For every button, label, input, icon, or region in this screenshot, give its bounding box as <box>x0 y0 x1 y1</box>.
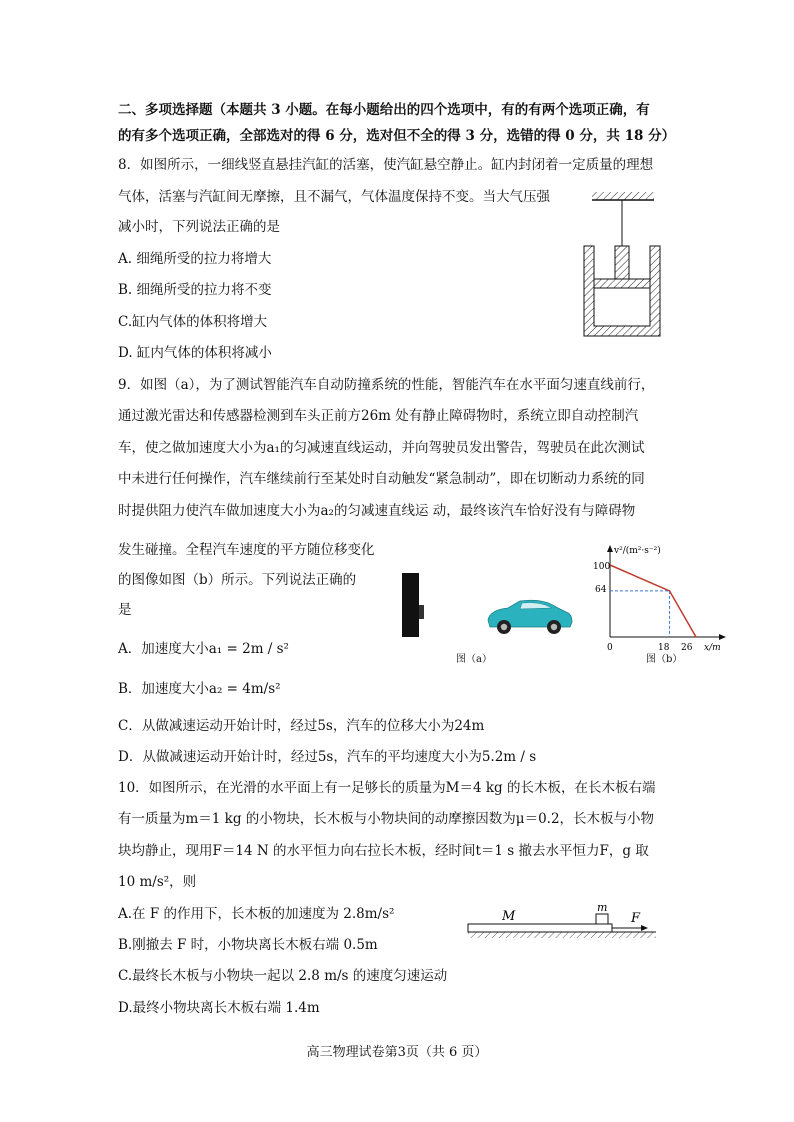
obstacle-wall <box>402 573 419 637</box>
section-title-line1: 二、多项选择题（本题共 3 小题。在每小题给出的四个选项中，有的有两个选项正确，有 <box>118 102 650 118</box>
q10-stem-line3: 块均静止，现用F＝14 N 的水平恒力向右拉长木板，经时间t＝1 s 撤去水平恒力F，g 取 <box>118 843 649 859</box>
q10-option-a: A.在 F 的作用下，长木板的加速度为 2.8m/s² <box>118 906 395 922</box>
q8-stem-line1: 8．如图所示，一细线竖直悬挂汽缸的活塞，使汽缸悬空静止。缸内封闭着一定质量的理想 <box>118 157 654 173</box>
ceiling <box>592 192 654 200</box>
q10-option-d: D.最终小物块离长木板右端 1.4m <box>118 1000 320 1016</box>
tick-label-64: 64 <box>595 585 607 595</box>
figure-b-graph <box>592 540 732 665</box>
long-board <box>468 924 612 932</box>
q10-stem-line2: 有一质量为m＝1 kg 的小物块，长木板与小物块间的动摩擦因数为μ＝0.2，长木板与小物 <box>118 811 655 827</box>
q10-stem-line1: 10．如图所示，在光滑的水平面上有一足够长的质量为M＝4 kg 的长木板，在长木板右端 <box>118 780 656 796</box>
q8-option-c: C.缸内气体的体积将增大 <box>118 314 268 330</box>
x-axis-arrow <box>719 634 726 640</box>
cylinder-figure <box>570 190 680 340</box>
tick-label-18: 18 <box>658 643 670 653</box>
graph-point-1 <box>669 590 671 592</box>
label-F: F <box>631 911 641 926</box>
ground <box>468 932 656 938</box>
label-m: m <box>597 901 608 914</box>
q9-stem-line4: 中未进行任何操作，汽车继续前行至某处时自动触发“紧急制动”，即在切断动力系统的同 <box>118 471 645 487</box>
board-block-figure <box>466 900 666 942</box>
graph-point-2 <box>695 636 697 638</box>
force-arrowhead <box>641 925 648 931</box>
q10-option-b: B.刚撤去 F 时，小物块离长木板右端 0.5m <box>118 937 378 953</box>
graph-xlabel: x/m <box>704 643 721 653</box>
q10-stem-line4: 10 m/s²，则 <box>118 874 197 890</box>
q9-stem-line5: 时提供阻力使汽车做加速度大小为a₂的匀减速直线运 动，最终该汽车恰好没有与障碍物 <box>118 503 636 519</box>
q9-option-c: C．从做减速运动开始计时，经过5s，汽车的位移大小为24m <box>118 718 485 734</box>
section-title-line2: 的有多个选项正确，全部选对的得 6 分，选对但不全的得 3 分，选错的得 0 分，共 18 分） <box>118 128 676 144</box>
q9-stem-line1: 9．如图（a），为了测试智能汽车自动防撞系统的性能，智能汽车在水平面匀速直线前行， <box>118 377 655 393</box>
tick-label-100: 100 <box>593 562 611 572</box>
y-axis-arrow <box>607 545 613 552</box>
car-icon <box>488 600 572 634</box>
label-M: M <box>502 909 516 924</box>
figure-a-caption: 图（a） <box>456 654 492 665</box>
q9-option-b: B．加速度大小a₂ = 4m/s² <box>118 681 281 697</box>
tick-label-0: 0 <box>607 643 613 653</box>
q9-option-a: A．加速度大小a₁ = 2m / s² <box>118 641 289 657</box>
figure-b-caption: 图（b） <box>646 654 683 665</box>
tick-label-26: 26 <box>681 643 693 653</box>
graph-series-line <box>610 565 696 637</box>
q9-stem-line7: 的图像如图（b）所示。下列说法正确的 <box>118 572 357 588</box>
q9-stem-line3: 车，使之做加速度大小为a₁的匀减速直线运动，并向驾驶员发出警告，驾驶员在此次测试 <box>118 440 645 456</box>
piston <box>594 279 650 288</box>
q9-stem-line6: 发生碰撞。全程汽车速度的平方随位移变化 <box>118 542 375 558</box>
piston-rod <box>615 246 629 279</box>
q9-option-d: D．从做减速运动开始计时，经过5s，汽车的平均速度大小为5.2m / s <box>118 749 537 765</box>
small-block <box>596 914 608 924</box>
q9-stem-line2: 通过激光雷达和传感器检测到车头正前方26m 处有静止障碍物时，系统立即自动控制汽 <box>118 408 639 424</box>
q9-stem-line8: 是 <box>118 602 132 618</box>
q8-option-a: A. 细绳所受的拉力将增大 <box>118 251 272 267</box>
graph-ylabel: v²/(m²·s⁻²) <box>614 546 661 556</box>
q8-option-d: D. 缸内气体的体积将减小 <box>118 345 272 361</box>
q8-option-b: B. 细绳所受的拉力将不变 <box>118 282 272 298</box>
page-footer: 高三物理试卷第3页（共 6 页） <box>306 1045 488 1060</box>
q8-stem-line3: 减小时，下列说法正确的是 <box>118 219 280 235</box>
q8-stem-line2: 气体，活塞与汽缸间无摩擦，且不漏气，气体温度保持不变。当大气压强 <box>118 189 550 205</box>
q10-option-c: C.最终长木板与小物块一起以 2.8 m/s 的速度匀速运动 <box>118 968 448 984</box>
obstacle-base <box>419 605 424 619</box>
